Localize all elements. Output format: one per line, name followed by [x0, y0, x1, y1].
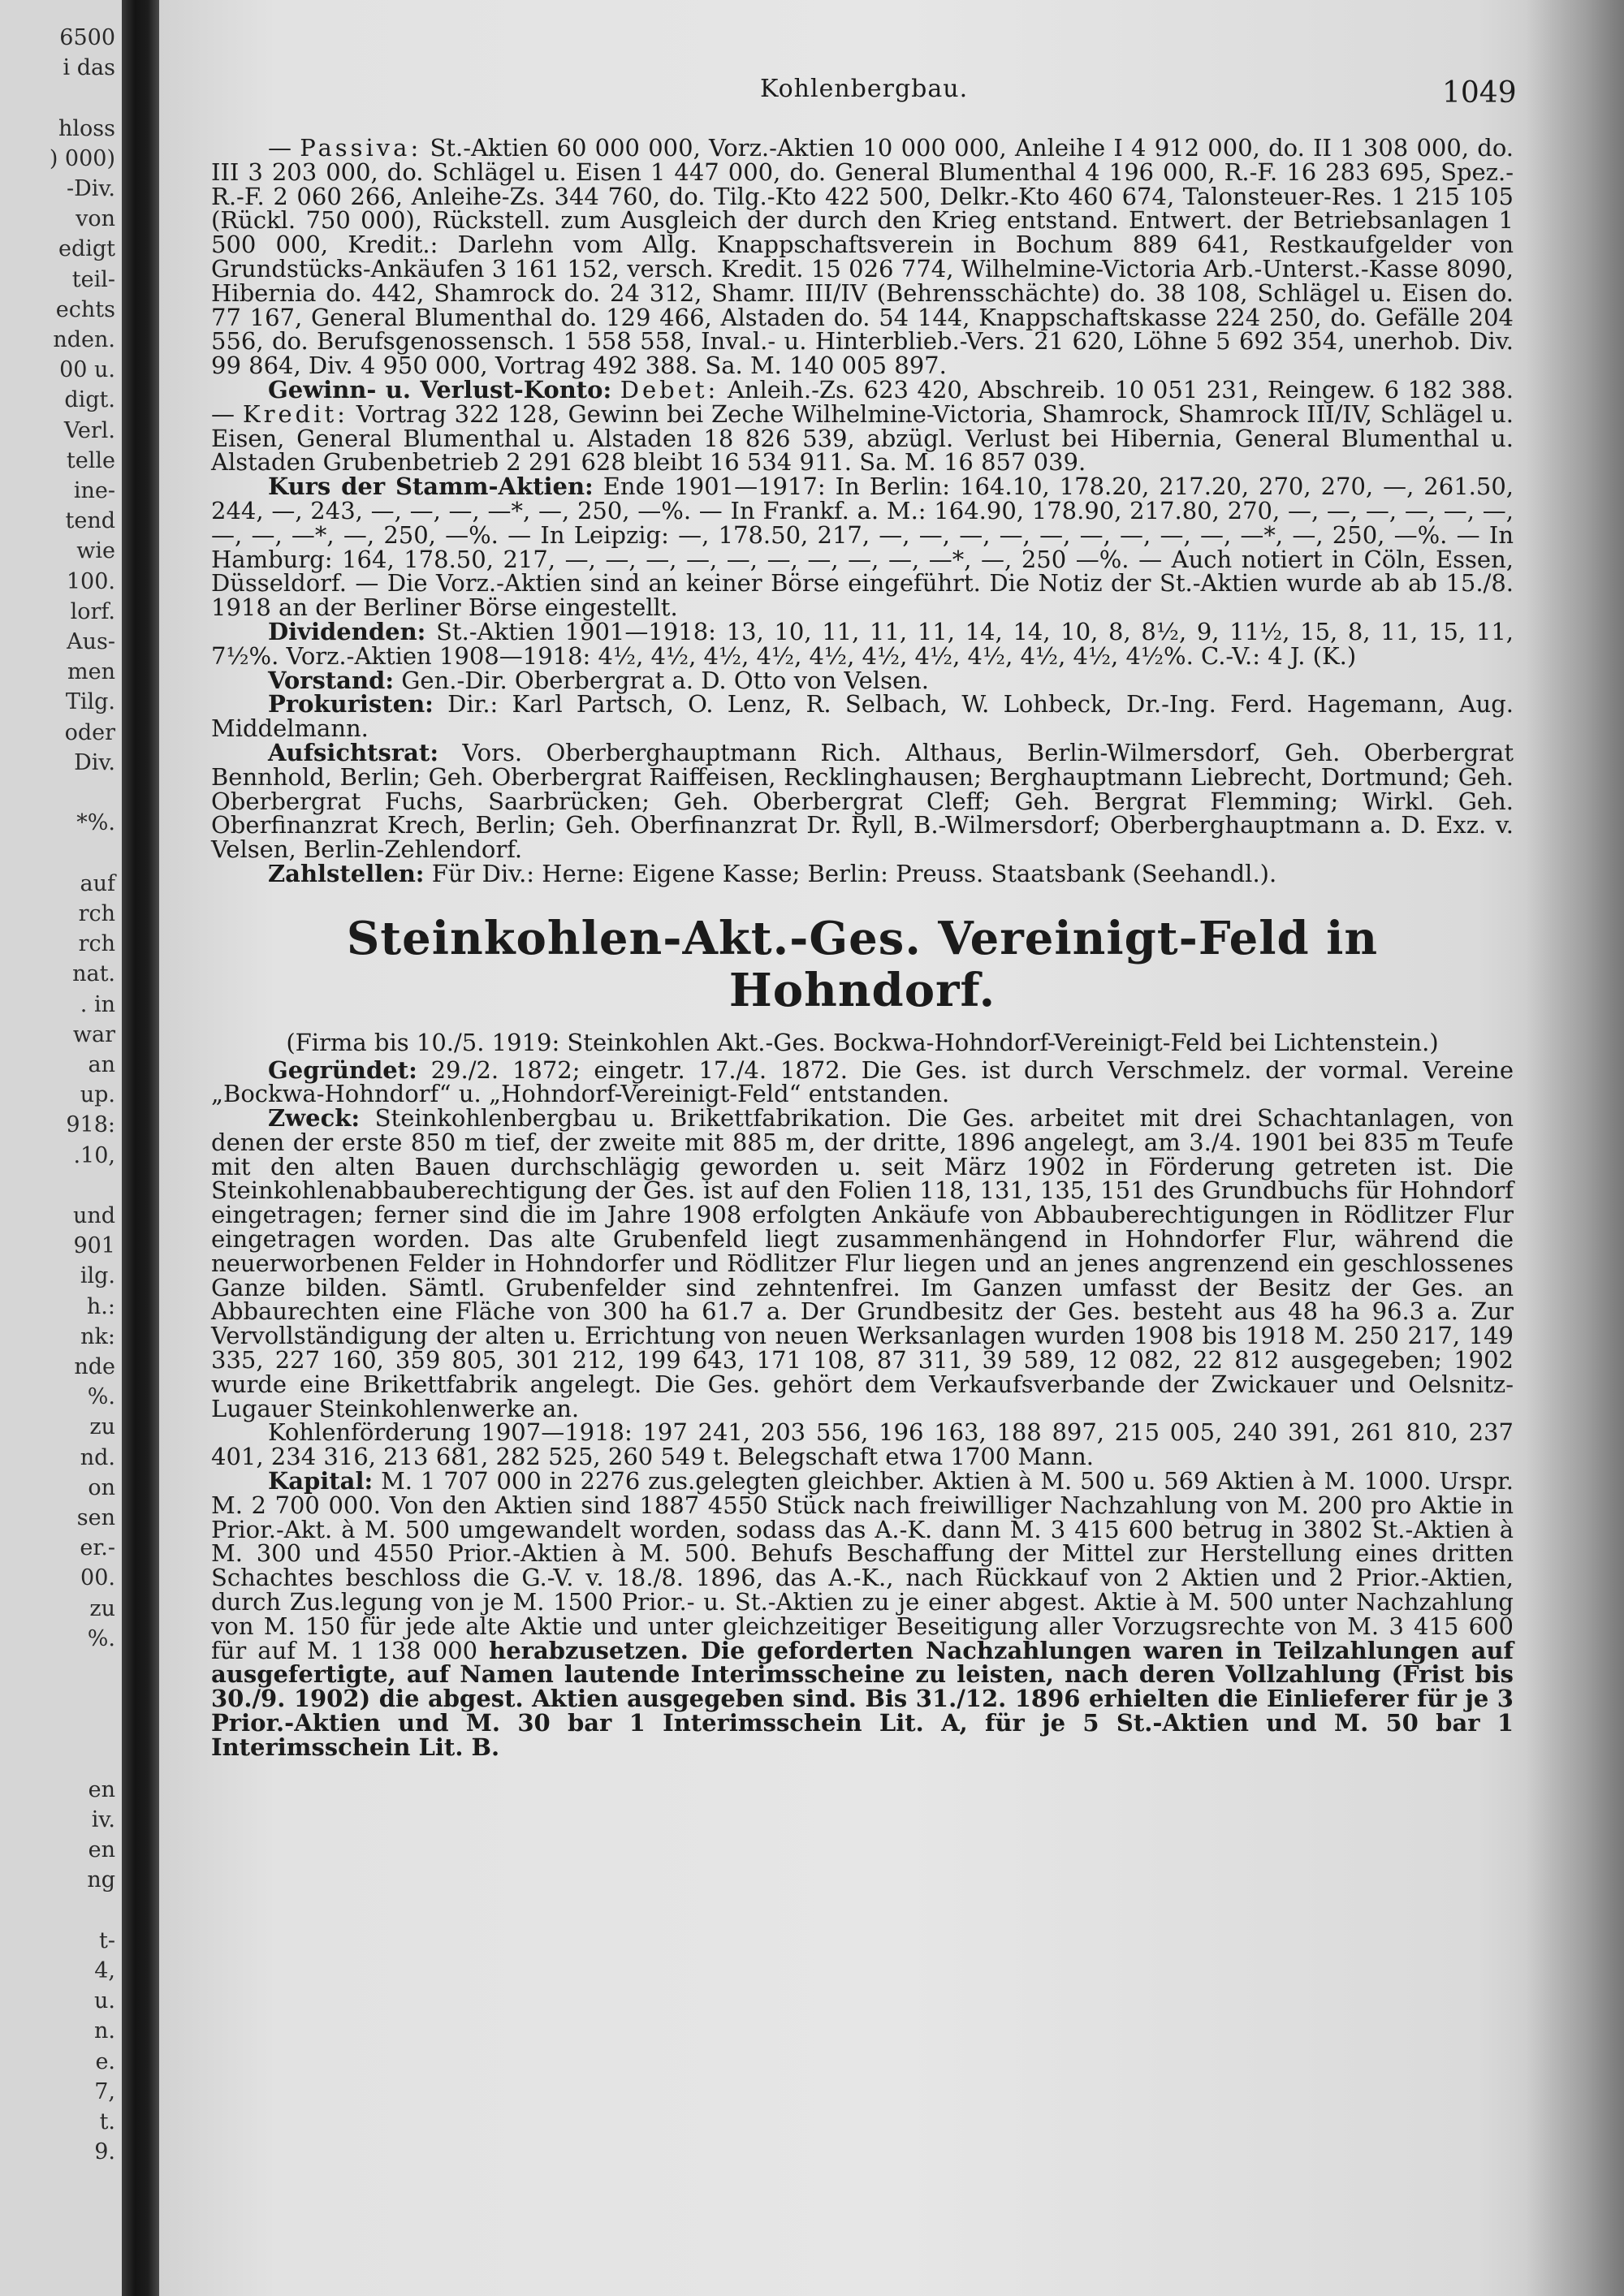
- kredit-label: Kredit:: [242, 399, 348, 428]
- zahlstellen-label: Zahlstellen:: [268, 859, 425, 887]
- dividenden-label: Dividenden:: [268, 617, 426, 645]
- company-entry: [211, 1055, 1514, 1761]
- dividenden-text: St.-Aktien 1901—1918: 13, 10, 11, 11, 11, 14, 14, 10, 8, 8½, 9, 11½, 15, 8, 11, 15, 11, 7½%. Vorz.-Aktien 1908—1918: 4½, 4½, 4½, 4½, 4½, 4½, 4½, 4½, 4½, 4½, 4½%. C.-V.: 4 J. (K.): [211, 617, 1514, 670]
- aufsichtsrat-text: Vors. Oberberghauptmann Rich. Althaus, Berlin-Wilmersdorf, Geh. Oberbergrat Bennhold, Berlin; Geh. Oberbergrat Raiffeisen, Recklinghausen; Berghauptmann Liebrecht, Dortmund; Geh. Oberbergrat Fuchs, Saarbrücken; Geh. Oberbergrat Cleff; Geh. Bergrat Flemming; Wirkl. Geh. Oberfinanzrat Krech, Berlin; Geh. Oberfinanzrat Dr. Ryll, B.-Wilmersdorf; Oberberghauptmann a. D. Exz. v. Velsen, Berlin-Zehlendorf.: [211, 738, 1514, 864]
- kurs-paragraph: [211, 475, 1514, 620]
- zweck-text: Steinkohlenbergbau u. Brikettfabrikation. Die Ges. arbeitet mit drei Schachtanlagen, von denen der erste 850 m tief, der zweite mit 885 m, der dritte, 1896 angelegt, am 3./4. 1901 bei 835 m Teufe mit den alten Bauen durchschlägig geworden u. seit März 1902 in Förderung getreten ist. Die Steinkohlenabbauberechtigung der Ges. ist auf den Folien 118, 131, 135, 151 des Grundbuchs für Hohndorf eingetragen; ferner sind die im Jahre 1908 erfolgten Ankäufe von Abbauberechtigungen in Rödlitzer Flur eingetragen worden. Das alte Grubenfeld liegt zusammenhängend in Hohndorfer Flur, während die neuerworbenen Felder in Hohndorfer und Rödlitzer Flur liegen und an jenes angrenzend ein geschlossenes Ganze bilden. Sämtl. Grubenfelder sind zehntenfrei. Im Ganzen umfasst der Besitz der Ges. an Abbaurechten eine Fläche von 300 ha 61.7 a. Der Grundbesitz der Ges. besteht aus 48 ha 96.3 a. Zur Vervollständigung der alten u. Errichtung von neuen Werksanlagen wurden 1908 bis 1918 M. 250 217, 149 335, 227 160, 359 805, 301 212, 199 643, 171 108, 87 311, 39 589, 12 082, 22 812 ausgegeben; 1902 wurde eine Brikettfabrik angelegt. Die Ges. gehört dem Verkaufsverbande der Zwickauer und Oelsnitz-Lugauer Steinkohlenwerke an.: [211, 1104, 1514, 1422]
- running-title: Kohlenbergbau.: [760, 75, 969, 103]
- gegruendet-text: 29./2. 1872; eingetr. 17./4. 1872. Die Ges. ist durch Verschmelz. der vormal. Vereine „Bockwa-Hohndorf“ u. „Hohndorf-Vereinigt-Feld“ entstanden.: [211, 1055, 1514, 1108]
- kohlenfoerderung-paragraph: Kohlenförderung 1907—1918: 197 241, 203 556, 196 163, 188 897, 215 005, 240 391, 261 810, 237 401, 234 316, 213 681, 282 525, 260 549 t. Belegschaft etwa 1700 Mann.: [211, 1418, 1514, 1471]
- kapital-label: Kapital:: [268, 1467, 374, 1495]
- gewinn-label: Gewinn- u. Verlust-Konto:: [268, 375, 612, 404]
- gegruendet-label: Gegründet:: [268, 1055, 417, 1084]
- dividenden-paragraph: [211, 617, 1514, 670]
- passiva-label: Passiva:: [300, 134, 422, 162]
- kapital-text: M. 1 707 000 in 2276 zus.gelegten gleichber. Aktien à M. 500 u. 569 Aktien à M. 1000. Urspr. M. 2 700 000. Von den Aktien sind 1887 4550 Stück nach freiwilliger Nachzahlung von M. 200 pro Aktie in Prior.-Akt. à M. 500 umgewandelt worden, sodass das A.-K. dann M. 3 415 600 betrug in 3802 St.-Aktien à M. 300 und 4550 Prior.-Aktien à M. 500. Behufs Beschaffung der Mittel zur Herstellung eines dritten Schachtes beschloss die G.-V. v. 18./8. 1896, das A.-K., nach Rückkauf von 2 Aktien und 2 Prior.-Aktien, durch Zus.legung von je M. 1500 Prior.- u. St.-Aktien zu je einer abgest. Aktie à M. 500 unter Nachzahlung von M. 150 für jede alte Aktie und unter gleichzeitiger Beseitigung aller Vorzugsrechte von M. 3 415 600 für auf M. 1 138 000: [211, 1467, 1514, 1664]
- book-page: [159, 0, 1624, 2296]
- upper-entry: [211, 136, 1514, 1760]
- kurs-text: Ende 1901—1917: In Berlin: 164.10, 178.20, 217.20, 270, 270, —, 261.50, 244, —, 243, —, —, —, —*, —, 250, —%. — In Frankf. a. M.: 164.90, 178.90, 217.80, 270, —, —, —, —, —, —, —, —, —*, —, 250, —%. — In Leipzig: —, 178.50, 217, —, —, —, —, —, —, —, —, —, —*, —, 250, —%. — In Hamburg: 164, 178.50, 217, —, —, —, —, —, —, —, —, —, —*, —, 250 —%. — Auch notiert in Cöln, Essen, Düsseldorf. — Die Vorz.-Aktien sind an keiner Börse eingeführt. Die Notiz der St.-Aktien wurde ab ab 15./8. 1918 an der Berliner Börse eingestellt.: [211, 473, 1514, 622]
- zweck-paragraph: [211, 1104, 1514, 1422]
- firma-note: (Firma bis 10./5. 1919: Steinkohlen Akt.-Ges. Bockwa-Hohndorf-Vereinigt-Feld bei Lichtenstein.): [286, 1028, 1439, 1056]
- vorstand-text: Gen.-Dir. Oberbergrat a. D. Otto von Velsen.: [401, 666, 930, 694]
- prokuristen-text: Dir.: Karl Partsch, O. Lenz, R. Selbach, W. Lohbeck, Dr.-Ing. Ferd. Hagemann, Aug. Middelmann.: [211, 690, 1514, 743]
- gewinn-paragraph: [211, 375, 1514, 477]
- kurs-label: Kurs der Stamm-Aktien:: [268, 473, 594, 501]
- page-number: 1049: [1442, 76, 1517, 110]
- kapital-paragraph: [211, 1467, 1514, 1761]
- book-gutter: [122, 0, 159, 2296]
- debet-text: Anleih.-Zs. 623 420, Abschreib. 10 051 231, Reingew. 6 182 388. —: [211, 375, 1514, 428]
- zweck-label: Zweck:: [268, 1104, 361, 1133]
- page-header: [159, 75, 1540, 115]
- zahlstellen-paragraph: [211, 859, 1514, 887]
- aufsichtsrat-label: Aufsichtsrat:: [268, 738, 439, 766]
- kapital-text-bold: herabzusetzen. Die geforderten Nachzahlungen waren in Teilzahlungen auf ausgefertigte, auf Namen lautende Interimsscheine zu leisten, nach deren Vollzahlung (Frist bis 30./9. 1902) die abgest. Aktien ausgegeben sind. Bis 31./12. 1896 erhielten die Einlieferer für je 3 Prior.-Aktien und M. 30 bar 1 Interimsschein Lit. A, für je 5 St.-Aktien und M. 50 bar 1 Interimsschein Lit. B.: [211, 1636, 1514, 1761]
- passiva-paragraph: — Passiva: St.-Aktien 60 000 000, Vorz.-Aktien 10 000 000, Anleihe I 4 912 000, do. II 1 308 000, do. III 3 203 000, do. Schlägel u. Eisen 1 447 000, do. General Blumenthal 4 196 000, R.-F. 16 283 695, Spez.-R.-F. 2 060 266, Anleihe-Zs. 344 760, do. Tilg.-Kto 422 500, Delkr.-Kto 460 674, Talonsteuer-Res. 1 215 105 (Rückl. 750 000), Rückstell. zum Ausgleich der durch den Krieg entstand. Entwert. der Betriebsanlagen 1 500 000, Kredit.: Darlehn vom Allg. Knappschaftsverein in Bochum 889 641, Restkaufgelder von Grundstücks-Ankäufen 3 161 152, versch. Kredit. 15 026 774, Wilhelmine-Victoria Arb.-Unterst.-Kasse 8090, Hibernia do. 442, Shamrock do. 24 312, Shamr. III/IV (Behrensschächte) do. 38 108, Schlägel u. Eisen do. 77 167, General Blumenthal do. 129 466, Alstaden do. 54 144, Knappschaftskasse 224 250, do. Gefälle 204 556, do. Berufsgenossensch. 1 558 558, Inval.- u. Hinterblieb.-Vers. 21 620, Löhne 5 692 354, unerhob. Div. 99 864, Div. 4 950 000, Vortrag 492 388. Sa. M. 140 005 897.: [211, 134, 1514, 380]
- vorstand-paragraph: [211, 666, 1514, 694]
- page-edge-shadow: [1527, 0, 1624, 2296]
- prokuristen-label: Prokuristen:: [268, 690, 434, 719]
- company-title: Steinkohlen-Akt.-Ges. Vereinigt-Feld in Hohndorf.: [346, 911, 1379, 1017]
- adjacent-page-fragment: [0, 0, 122, 2296]
- prokuristen-paragraph: [211, 690, 1514, 743]
- gegruendet-paragraph: [211, 1055, 1514, 1108]
- debet-label: Debet:: [620, 375, 719, 404]
- passiva-text: St.-Aktien 60 000 000, Vorz.-Aktien 10 000 000, Anleihe I 4 912 000, do. II 1 308 000, do. III 3 203 000, do. Schlägel u. Eisen 1 447 000, do. General Blumenthal 4 196 000, R.-F. 16 283 695, Spez.-R.-F. 2 060 266, Anleihe-Zs. 344 760, do. Tilg.-Kto 422 500, Delkr.-Kto 460 674, Talonsteuer-Res. 1 215 105 (Rückl. 750 000), Rückstell. zum Ausgleich der durch den Krieg entstand. Entwert. der Betriebsanlagen 1 500 000, Kredit.: Darlehn vom Allg. Knappschaftsverein in Bochum 889 641, Restkaufgelder von Grundstücks-Ankäufen 3 161 152, versch. Kredit. 15 026 774, Wilhelmine-Victoria Arb.-Unterst.-Kasse 8090, Hibernia do. 442, Shamrock do. 24 312, Shamr. III/IV (Behrensschächte) do. 38 108, Schlägel u. Eisen do. 77 167, General Blumenthal do. 129 466, Alstaden do. 54 144, Knappschaftskasse 224 250, do. Gefälle 204 556, do. Berufsgenossensch. 1 558 558, Inval.- u. Hinterblieb.-Vers. 21 620, Löhne 5 692 354, unerhob. Div. 99 864, Div. 4 950 000, Vortrag 492 388. Sa. M. 140 005 897.: [211, 134, 1514, 380]
- adjacent-page-text: 6500 i das hloss ) 000) -Div. von edigt teil- echts nden. 00 u. digt. Verl. telle ine- tend wie 100. lorf. Aus- men Tilg. oder Div. *%. auf rch rch nat. . in war an up. 918: .10, und 901 ilg. h.: nk: nde %. zu nd. on sen er.- 00. zu %. en iv. en ng t- 4, u. n. e. 7, t. 9.: [49, 25, 115, 2165]
- zahlstellen-text: Für Div.: Herne: Eigene Kasse; Berlin: Preuss. Staatsbank (Seehandl.).: [431, 859, 1277, 887]
- aufsichtsrat-paragraph: [211, 738, 1514, 864]
- kredit-text: Vortrag 322 128, Gewinn bei Zeche Wilhelmine-Victoria, Shamrock, Shamrock III/IV, Schlägel u. Eisen, General Blumenthal u. Alstaden 18 826 539, abzügl. Verlust bei Hibernia, General Blumenthal u. Alstaden Grubenbetrieb 2 291 628 bleibt 16 534 911. Sa. M. 16 857 039.: [211, 399, 1514, 477]
- vorstand-label: Vorstand:: [268, 666, 395, 694]
